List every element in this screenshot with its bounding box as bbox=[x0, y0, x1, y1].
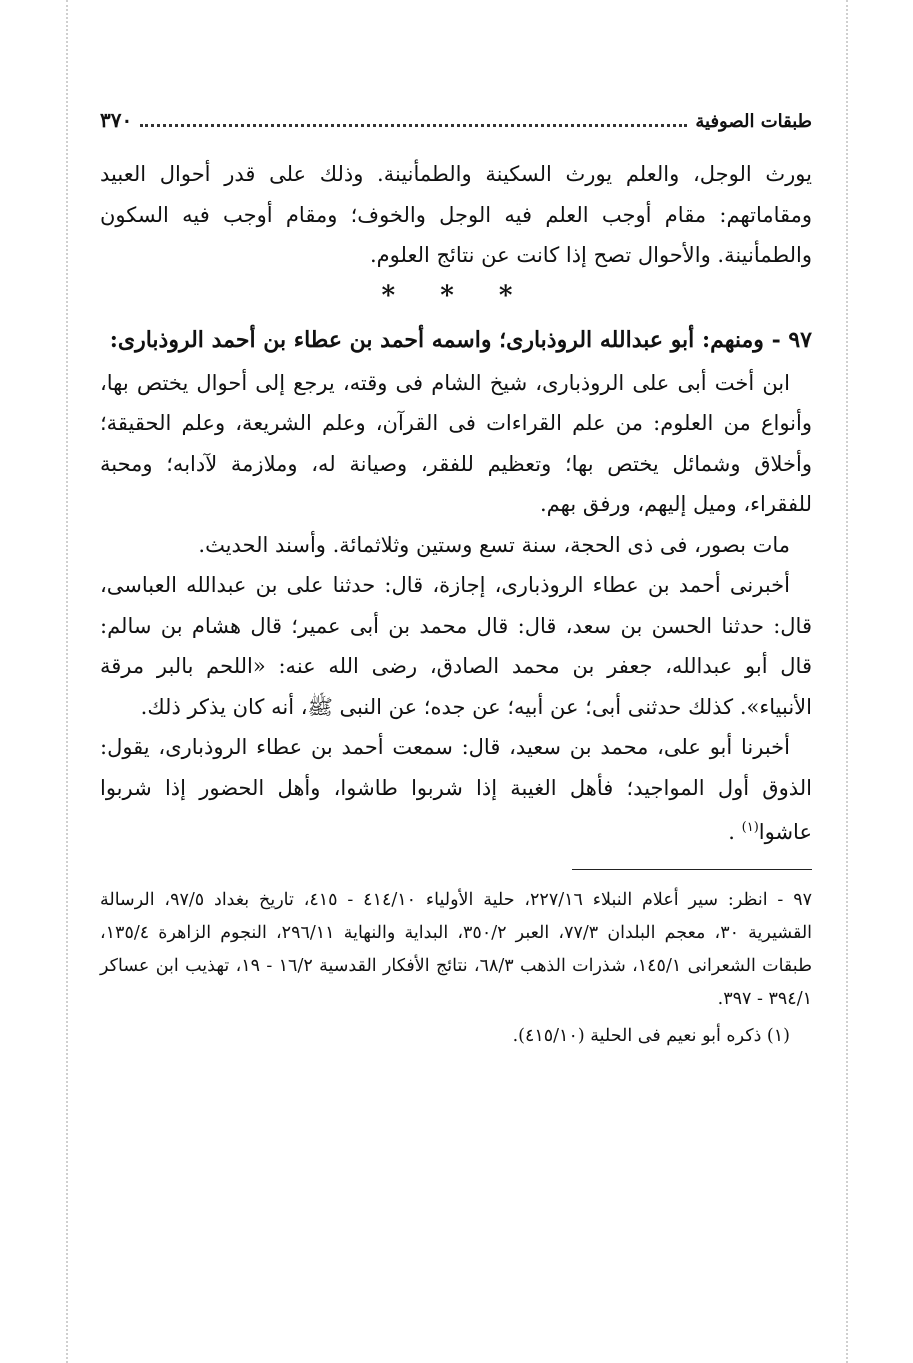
paragraph-continuation: يورث الوجل، والعلم يورث السكينة والطمأنينة. وذلك على قدر أحوال العبيد ومقاماتهم: مقام أوجب العلم فيه الوجل والخوف؛ ومقام أوجب فيه السكون والطمأنينة. والأحوال تصح إذا كانت عن نتائج العلوم. bbox=[100, 162, 812, 267]
paragraph-hadith: أخبرنى أحمد بن عطاء الروذبارى، إجازة، قال: حدثنا على بن عبدالله العباسى، قال: حدثنا الحسن بن سعد، قال: قال محمد بن أبى عمير؛ قال هشام بن سالم: قال أبو عبدالله، جعفر بن محمد الصادق، رضى الله عنه: «اللحم بالبر مرقة الأنبياء». كذلك حدثنى أبى؛ عن أبيه؛ عن جده؛ عن النبى ﷺ، أنه كان يذكر ذلك. bbox=[100, 573, 812, 719]
header-title: طبقات الصوفية bbox=[695, 111, 812, 132]
footnote-reference: (١) bbox=[741, 820, 759, 835]
page-number: ٣٧٠ bbox=[100, 108, 133, 132]
footnote-divider bbox=[572, 869, 812, 870]
book-page bbox=[100, 108, 812, 1053]
footnote-1: (١) ذكره أبو نعيم فى الحلية (٤١٥/١٠). bbox=[512, 1025, 790, 1046]
footnote-sources: ٩٧ - انظر: سير أعلام النبلاء ٢٢٧/١٦، حلية الأولياء ٤١٤/١٠ - ٤١٥، تاريخ بغداد ٩٧/٥، الرسالة القشيرية ٣٠، معجم البلدان ٧٧/٣، العبر ٣٥٠/٢، البداية والنهاية ٢٩٦/١١، النجوم الزاهرة ١٣٥/٤، طبقات الشعرانى ١٤٥/١، شذرات الذهب ٦٨/٣، نتائج الأفكار القدسية ١٦/٢ - ١٩، تهذيب ابن عساكر ٣٩٤/١ - ٣٩٧. bbox=[100, 889, 813, 1009]
footnotes bbox=[100, 884, 812, 1053]
paragraph-death: مات بصور، فى ذى الحجة، سنة تسع وستين وثلاثمائة. وأسند الحديث. bbox=[198, 532, 790, 557]
section-ornament: * * * bbox=[381, 280, 531, 311]
paragraph-saying-end: . bbox=[728, 820, 742, 844]
header-leader-dots bbox=[140, 110, 687, 127]
running-header bbox=[100, 108, 812, 154]
entry-heading: ٩٧ - ومنهم: أبو عبدالله الروذبارى؛ واسمه أحمد بن عطاء بن أحمد الروذبارى: bbox=[109, 326, 812, 353]
scan-border-right bbox=[846, 0, 848, 1363]
scan-border-left bbox=[66, 0, 68, 1363]
paragraph-biography: ابن أخت أبى على الروذبارى، شيخ الشام فى وقته، يرجع إلى أحوال يختص بها، وأنواع من العلوم: من علم القراءات فى القرآن، وعلم الشريعة، وعلم الحقيقة؛ وأخلاق وشمائل يختص بها؛ وتعظيم للفقر، وصيانة له، وملازمة لآدابه؛ ومحبة للفقراء، وميل إليهم، ورفق بهم. bbox=[100, 370, 812, 516]
paragraph-saying bbox=[100, 727, 812, 853]
paragraph-saying-text: أخبرنا أبو على، محمد بن سعيد، قال: سمعت أحمد بن عطاء الروذبارى، يقول: الذوق أول المواجيد؛ فأهل الغيبة إذا شربوا طاشوا، وأهل الحضور إذا شربوا عاشوا bbox=[100, 735, 812, 844]
body-text bbox=[100, 154, 812, 853]
